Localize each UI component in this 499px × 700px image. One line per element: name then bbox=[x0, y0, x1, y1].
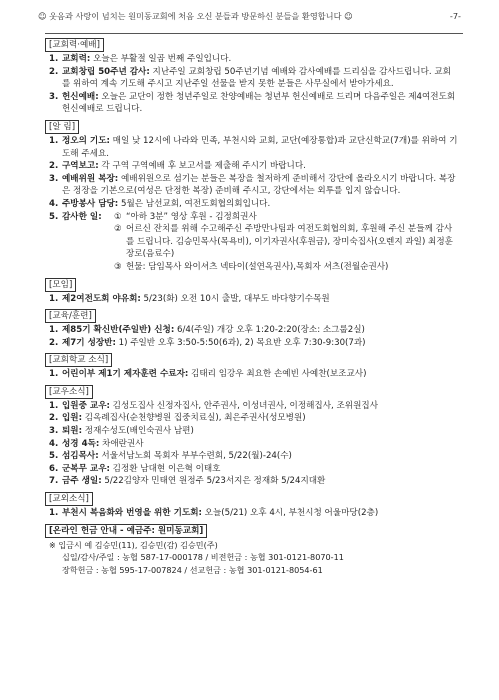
notice-item bbox=[49, 198, 459, 211]
item-text: 오늘은 교단이 정한 청년주일로 찬양예배는 청년부 헌신예배로 드리며 다음주일은 제4여전도회 헌신예배로 드립니다. bbox=[62, 91, 456, 115]
item-text: 김옥례집사(순천향병원 집중치료실), 최은주권사(성모병원) bbox=[82, 413, 306, 424]
item-heading: 퇴원: bbox=[62, 426, 83, 437]
item-number: 1. bbox=[49, 508, 59, 519]
item-text: 5월은 남선교회, 여전도회협의회입니다. bbox=[118, 198, 271, 209]
notice-item bbox=[49, 91, 459, 116]
item-text: 오늘은 부활절 일곱 번째 주일입니다. bbox=[90, 54, 232, 64]
section-title: [교외소식] bbox=[45, 492, 93, 506]
item-number: 3. bbox=[49, 426, 59, 437]
item-number: 4. bbox=[49, 438, 59, 449]
item-text: 지난주일 교회창립 50주년기념 예배와 감사예배를 드리심을 감사드립니다. 교회를 위하여 계속 기도해 주시고 지난주일 선물을 받지 못한 분들은 사무실에서 받아가세요. bbox=[62, 66, 451, 90]
sub-item-text: “아하 3분” 영상 후원 - 김정희권사 bbox=[126, 211, 257, 222]
section-title: [교회학교 소식] bbox=[45, 353, 112, 367]
notice-item bbox=[49, 507, 459, 520]
offering-title: [온라인 헌금 안내 - 예금주: 원미동교회] bbox=[45, 524, 207, 538]
section bbox=[49, 381, 459, 488]
section bbox=[49, 274, 459, 306]
notice-item bbox=[49, 400, 459, 413]
sub-item-text: 헌물: 담임목사 와이셔츠 넥타이(설연옥권사),목회자 셔츠(전월순권사) bbox=[126, 261, 389, 272]
item-number: 3. bbox=[49, 91, 59, 102]
item-number: 1. bbox=[49, 400, 59, 411]
sub-item bbox=[114, 261, 459, 274]
section-title: [모임] bbox=[45, 278, 76, 292]
item-text: 1) 주일반 오후 3:50-5:50(6과), 2) 목요반 오후 7:30-9:30(7과) bbox=[115, 337, 366, 348]
notice-item bbox=[49, 66, 459, 91]
item-number: 5. bbox=[49, 211, 59, 222]
section-title: [교우소식] bbox=[45, 385, 93, 399]
item-number: 7. bbox=[49, 476, 59, 487]
section bbox=[49, 34, 459, 116]
item-text: 매일 낮 12시에 나라와 민족, 부천시와 교회, 교단(예장통합)과 교단신학교(7개)를 위하여 기도해 주세요. bbox=[62, 135, 458, 159]
sub-item-marker: ② bbox=[114, 224, 122, 235]
item-heading: 부천시 복음화와 번영을 위한 기도회: bbox=[62, 508, 202, 519]
welcome-banner: ☺ 웃음과 사랑이 넘치는 원미동교회에 처음 오신 분들과 방문하신 분들을 환영합니다 ☺ bbox=[38, 11, 353, 21]
sub-item-marker: ① bbox=[114, 211, 122, 222]
item-number: 4. bbox=[49, 198, 59, 209]
item-text: 5/22김양자 민태연 원정주 5/23서지은 정재화 5/24지대환 bbox=[101, 476, 326, 487]
notice-item bbox=[49, 412, 459, 425]
item-heading: 교회창립 50주년 감사: bbox=[62, 66, 150, 77]
item-number: 1. bbox=[49, 369, 59, 380]
item-number: 1. bbox=[49, 325, 59, 336]
section-title: [교회력·예배] bbox=[45, 38, 104, 52]
item-number: 2. bbox=[49, 413, 59, 424]
item-text: 차애란권사 bbox=[99, 438, 144, 449]
notice-item bbox=[49, 293, 459, 306]
item-text: 김성도집사 신정자집사, 안주권사, 이성녀권사, 이정해집사, 조위원집사 bbox=[109, 400, 379, 411]
item-heading: 구역보고: bbox=[62, 161, 99, 172]
section bbox=[49, 305, 459, 349]
item-text: 정재수성도(배인숙권사 남편) bbox=[82, 426, 194, 437]
notice-item bbox=[49, 337, 459, 350]
item-heading: 제85기 확신반(주일반) 신청: bbox=[62, 325, 175, 336]
section bbox=[49, 116, 459, 274]
notice-item bbox=[49, 211, 459, 274]
sub-item bbox=[114, 223, 459, 261]
item-heading: 헌신예배: bbox=[62, 91, 99, 102]
item-text: 김태리 임강우 최요한 손예빈 사예찬(보조교사) bbox=[188, 369, 367, 380]
offering-accounts-1: 십일/감사/주일 : 농협 587-17-000178 / 비전헌금 : 농협 301-0121-8070-11 bbox=[62, 552, 344, 563]
notice-item bbox=[49, 160, 459, 173]
offering-note: ※ 입금시 예 김승민(11), 김승민(감) 김승민(주) bbox=[49, 539, 218, 550]
sub-item bbox=[114, 211, 459, 224]
item-text: 예배위원으로 섬기는 분들은 복장을 철저하게 준비해서 강단에 올라오시기 바랍니다. 복장은 정장을 기본으로(여성은 단정한 복장) 준비해 주시고, 강단에서는 외투를 입지 않습니다. bbox=[62, 173, 456, 197]
section bbox=[49, 349, 459, 381]
item-heading: 성경 4독: bbox=[62, 438, 100, 449]
item-heading: 예배위원 복장: bbox=[62, 173, 119, 184]
item-heading: 정오의 기도: bbox=[62, 135, 110, 146]
item-heading: 섬김목사: bbox=[62, 451, 99, 462]
page-number: -7- bbox=[449, 11, 461, 21]
item-heading: 군복무 교우: bbox=[62, 463, 110, 474]
item-number: 1. bbox=[49, 54, 59, 64]
notice-item bbox=[49, 425, 459, 438]
item-heading: 금주 생일: bbox=[62, 476, 102, 487]
item-heading: 감사한 일: bbox=[62, 211, 102, 222]
item-number: 6. bbox=[49, 463, 59, 474]
bulletin-content bbox=[49, 31, 459, 576]
item-text: 6/4(주일) 개강 오후 1:20-2:20(장소: 소그룹2실) bbox=[174, 325, 365, 336]
item-number: 3. bbox=[49, 173, 59, 184]
notice-item bbox=[49, 324, 459, 337]
item-heading: 주방봉사 담당: bbox=[62, 198, 119, 209]
item-text: 김정환 남대현 이은혁 이태호 bbox=[109, 463, 221, 474]
sub-item-text: 어르신 잔치를 위해 수고해주신 주방만나팀과 여전도회협의회, 후원해 주신 분들께 감사를 드립니다. 김승민목사(목욕비), 이기자권사(후원금), 장미숙집사(오렌지 과일) 최정훈장로(음료수) bbox=[126, 224, 453, 260]
item-number: 2. bbox=[49, 66, 59, 77]
offering-info bbox=[49, 520, 459, 577]
section-title: [교육/훈련] bbox=[45, 309, 96, 323]
item-heading: 입원중 교우: bbox=[62, 400, 110, 411]
item-number: 2. bbox=[49, 161, 59, 172]
item-number: 2. bbox=[49, 337, 59, 348]
item-text: 오늘(5/21) 오후 4시, 부천시청 어울마당(2층) bbox=[201, 508, 379, 519]
sub-item-marker: ③ bbox=[114, 261, 122, 272]
notice-item bbox=[49, 475, 459, 488]
item-heading: 제2여전도회 야유회: bbox=[62, 293, 141, 304]
section-title: [알 림] bbox=[45, 120, 79, 134]
item-number: 1. bbox=[49, 293, 59, 304]
item-number: 5. bbox=[49, 451, 59, 462]
notice-item bbox=[49, 368, 459, 381]
notice-item bbox=[49, 135, 459, 160]
item-text: 서울서남노회 목회자 부부수련회, 5/22(월)-24(수) bbox=[98, 451, 292, 462]
item-heading: 어린이부 제1기 제자훈련 수료자: bbox=[62, 369, 189, 380]
item-number: 1. bbox=[49, 135, 59, 146]
section bbox=[49, 488, 459, 520]
notice-item bbox=[49, 438, 459, 451]
item-heading: 제7기 성장반: bbox=[62, 337, 116, 348]
item-heading: 교회력: bbox=[62, 54, 91, 64]
item-text: 각 구역 구역예배 후 보고서를 제출해 주시기 바랍니다. bbox=[98, 161, 306, 172]
notice-item bbox=[49, 450, 459, 463]
offering-accounts-2: 장학헌금 : 농협 595-17-007824 / 선교헌금 : 농협 301-0121-8054-61 bbox=[62, 564, 323, 575]
item-heading: 입원: bbox=[62, 413, 83, 424]
notice-item bbox=[49, 463, 459, 476]
item-text: 5/23(화) 오전 10시 출발, 대부도 바다향기수목원 bbox=[140, 293, 330, 304]
notice-item bbox=[49, 53, 459, 66]
notice-item bbox=[49, 173, 459, 198]
